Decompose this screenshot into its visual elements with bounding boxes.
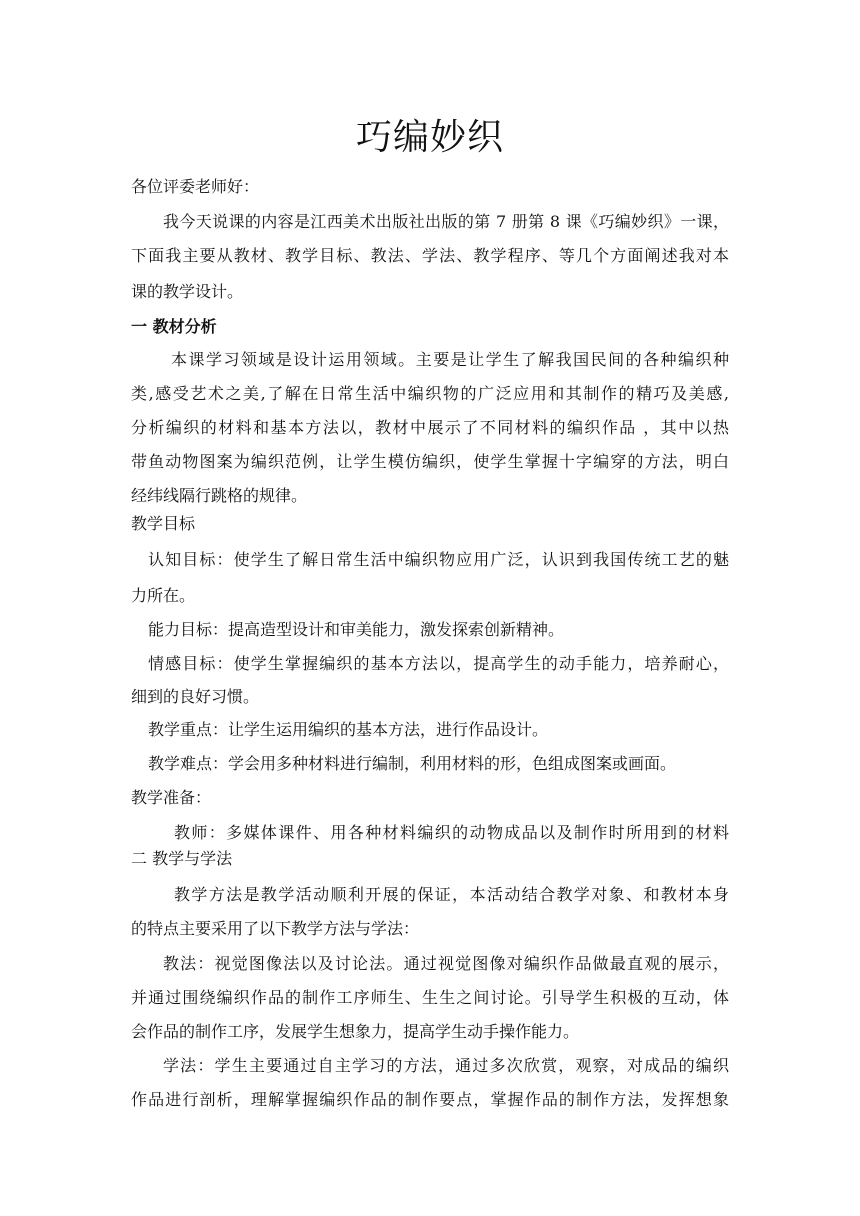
- intro-line: 下面我主要从教材、教学目标、教法、学法、教学程序、等几个方面阐述我对本: [131, 246, 729, 265]
- emotion-goal-line: 细到的良好习惯。: [131, 687, 260, 706]
- document-title: 巧编妙织: [355, 117, 504, 158]
- greeting: 各位评委老师好：: [131, 177, 260, 196]
- emotion-goal-line: 情感目标：使学生掌握编织的基本方法以，提高学生的动手能力，培养耐心，: [148, 654, 729, 673]
- cognitive-goal-line: 认知目标：使学生了解日常生活中编织物应用广泛，认识到我国传统工艺的魅: [148, 550, 729, 569]
- teaching-method-line: 并通过围绕编织作品的制作工序师生、生生之间讨论。引导学生积极的互动，体: [131, 988, 729, 1007]
- section-heading-methods: 二 教学与学法: [131, 849, 233, 868]
- teaching-method-line: 教法：视觉图像法以及讨论法。通过视觉图像对编织作品做最直观的展示，: [163, 954, 729, 973]
- prep-teacher: 教师：多媒体课件、用各种材料编织的动物成品以及制作时所用到的材料: [174, 823, 729, 842]
- intro-line: 我今天说课的内容是江西美术出版社出版的第 7 册第 8 课《巧编妙织》一课，: [163, 212, 729, 231]
- materials-line: 本课学习领域是设计运用领域。主要是让学生了解我国民间的各种编织种: [171, 350, 729, 369]
- materials-line: 经纬线隔行跳格的规律。: [131, 486, 308, 505]
- goals-heading: 教学目标: [131, 514, 196, 533]
- teaching-method-line: 会作品的制作工序，发展学生想象力，提高学生动手操作能力。: [131, 1022, 580, 1041]
- learning-method-line: 学法：学生主要通过自主学习的方法，通过多次欣赏，观察，对成品的编织: [163, 1056, 729, 1075]
- cognitive-goal-line: 力所在。: [131, 586, 196, 605]
- prep-heading: 教学准备：: [131, 788, 212, 807]
- learning-method-line: 作品进行剖析，理解掌握编织作品的制作要点，掌握作品的制作方法，发挥想象: [131, 1090, 729, 1109]
- intro-line: 课的教学设计。: [131, 282, 244, 301]
- materials-line: 分析编织的材料和基本方法以，教材中展示了不同材料的编织作品 ，其中以热: [131, 418, 729, 437]
- key-point: 教学重点：让学生运用编织的基本方法，进行作品设计。: [148, 720, 549, 739]
- methods-intro-line: 教学方法是教学活动顺利开展的保证，本活动结合教学对象、和教材本身: [174, 885, 729, 904]
- section-heading-materials: 一 教材分析: [131, 317, 217, 336]
- materials-line: 类,感受艺术之美,了解在日常生活中编织物的广泛应用和其制作的精巧及美感,: [131, 384, 729, 403]
- materials-line: 带鱼动物图案为编织范例，让学生模仿编织，使学生掌握十字编穿的方法，明白: [131, 452, 729, 471]
- difficulty: 教学难点：学会用多种材料进行编制，利用材料的形，色组成图案或画面。: [148, 754, 677, 773]
- methods-intro-line: 的特点主要采用了以下教学方法与学法：: [131, 919, 420, 938]
- ability-goal: 能力目标：提高造型设计和审美能力，激发探索创新精神。: [148, 620, 565, 639]
